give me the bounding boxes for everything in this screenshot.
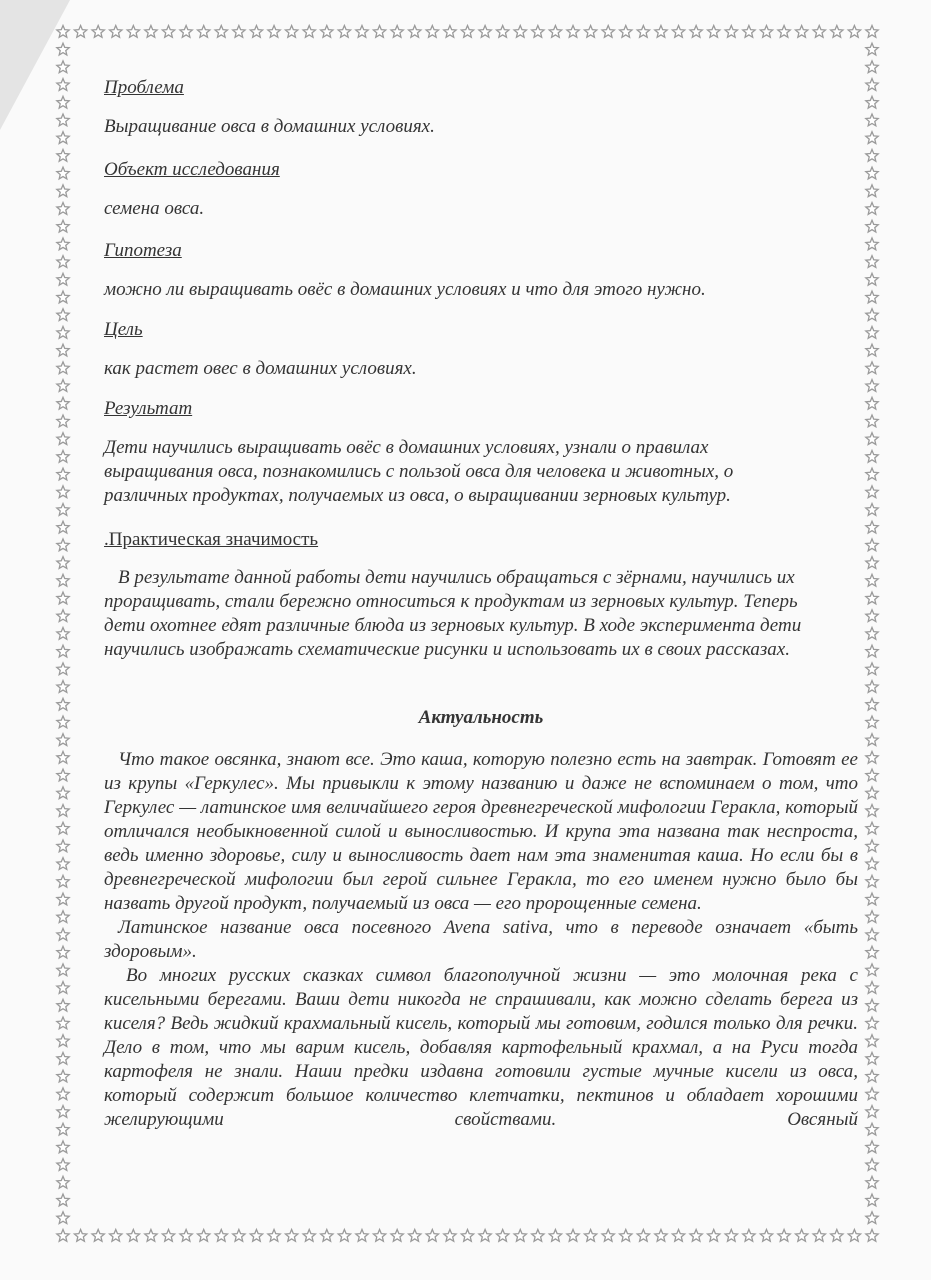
star-icon [409, 1230, 421, 1242]
star-icon [760, 26, 772, 38]
star-icon [321, 1230, 333, 1242]
star-icon [479, 1230, 491, 1242]
star-icon [866, 645, 878, 657]
star-icon [690, 26, 702, 38]
star-icon [57, 716, 69, 728]
star-icon [57, 1230, 69, 1242]
star-icon [57, 79, 69, 91]
star-icon [57, 1017, 69, 1029]
star-icon [215, 1230, 227, 1242]
star-icon [57, 1052, 69, 1064]
star-icon [110, 26, 122, 38]
star-icon [866, 628, 878, 640]
star-icon [866, 185, 878, 197]
result-heading: Результат [104, 398, 193, 419]
star-icon [57, 450, 69, 462]
star-icon [602, 26, 614, 38]
star-icon [57, 362, 69, 374]
star-icon [57, 273, 69, 285]
star-icon [866, 504, 878, 516]
star-icon [321, 26, 333, 38]
star-icon [514, 1230, 526, 1242]
star-icon [831, 1230, 843, 1242]
star-icon [866, 858, 878, 870]
star-icon [57, 397, 69, 409]
star-icon [866, 1017, 878, 1029]
star-icon [866, 1194, 878, 1206]
star-icon [57, 380, 69, 392]
star-icon [866, 26, 878, 38]
star-icon [866, 273, 878, 285]
star-icon [57, 1159, 69, 1171]
star-icon [866, 557, 878, 569]
star-icon [57, 344, 69, 356]
star-icon [690, 1230, 702, 1242]
star-icon [127, 26, 139, 38]
star-icon [672, 1230, 684, 1242]
star-icon [57, 291, 69, 303]
star-icon [778, 1230, 790, 1242]
star-icon [725, 26, 737, 38]
star-icon [866, 1106, 878, 1118]
star-icon [866, 380, 878, 392]
star-icon [145, 26, 157, 38]
star-icon [57, 1141, 69, 1153]
star-icon [57, 415, 69, 427]
star-icon [866, 486, 878, 498]
star-icon [725, 1230, 737, 1242]
star-icon [426, 26, 438, 38]
star-icon [57, 504, 69, 516]
relevance-paragraph-2: Латинское название овса посевного Avena sativa, что в переводе означает «быть здоровым». [104, 917, 858, 962]
star-icon [57, 751, 69, 763]
star-icon [57, 787, 69, 799]
hypothesis-heading: Гипотеза [104, 240, 182, 261]
star-icon [813, 26, 825, 38]
star-icon [444, 26, 456, 38]
star-icon [57, 167, 69, 179]
star-icon [866, 1159, 878, 1171]
star-icon [866, 769, 878, 781]
star-icon [866, 999, 878, 1011]
star-icon [162, 26, 174, 38]
star-icon [57, 185, 69, 197]
practical-text: В результате данной работы дети научились обращаться с зёрнами, научились их проращивать, стали бережно относиться к продуктам из зерновых культур. Теперь дети охотнее едят различные блюда из зерновых культур. В ходе эксперимента дети научились изображать схематические рисунки и использовать их в своих рассказах. [104, 567, 802, 660]
star-icon [866, 167, 878, 179]
star-icon [496, 1230, 508, 1242]
star-icon [866, 716, 878, 728]
star-icon [57, 220, 69, 232]
star-icon [866, 521, 878, 533]
star-icon [567, 1230, 579, 1242]
star-icon [57, 1212, 69, 1224]
star-icon [866, 203, 878, 215]
star-icon [57, 1035, 69, 1047]
star-icon [866, 840, 878, 852]
star-icon [57, 327, 69, 339]
star-icon [92, 1230, 104, 1242]
star-icon [57, 43, 69, 55]
star-icon [866, 309, 878, 321]
goal-section [104, 318, 858, 381]
star-icon [233, 26, 245, 38]
star-icon [620, 1230, 632, 1242]
star-icon [215, 26, 227, 38]
star-icon [268, 26, 280, 38]
star-icon [57, 1123, 69, 1135]
star-icon [866, 362, 878, 374]
star-icon [57, 521, 69, 533]
star-icon [57, 61, 69, 73]
problem-heading: Проблема [104, 77, 184, 98]
star-icon [303, 26, 315, 38]
star-icon [602, 1230, 614, 1242]
star-icon [866, 61, 878, 73]
star-icon [567, 26, 579, 38]
star-icon [57, 663, 69, 675]
star-icon [866, 433, 878, 445]
star-icon [866, 751, 878, 763]
practical-heading: .Практическая значимость [104, 529, 319, 550]
star-icon [57, 840, 69, 852]
star-icon [866, 946, 878, 958]
star-icon [57, 1106, 69, 1118]
star-icon [620, 26, 632, 38]
star-icon [866, 1176, 878, 1188]
star-icon [92, 26, 104, 38]
star-icon [866, 875, 878, 887]
star-icon [866, 610, 878, 622]
star-icon [268, 1230, 280, 1242]
star-icon [866, 327, 878, 339]
star-icon [57, 946, 69, 958]
star-icon [57, 698, 69, 710]
star-icon [795, 26, 807, 38]
star-icon [866, 1212, 878, 1224]
star-icon [57, 999, 69, 1011]
star-icon [57, 149, 69, 161]
star-icon [57, 96, 69, 108]
star-icon [285, 26, 297, 38]
star-icon [338, 26, 350, 38]
star-icon [866, 344, 878, 356]
relevance-title: Актуальность [418, 707, 544, 728]
object-heading: Объект исследования [104, 159, 280, 180]
star-icon [655, 26, 667, 38]
star-icon [866, 982, 878, 994]
star-icon [866, 415, 878, 427]
star-icon [866, 1035, 878, 1047]
star-icon [584, 1230, 596, 1242]
practical-section [104, 528, 858, 662]
star-icon [866, 79, 878, 91]
star-icon [180, 26, 192, 38]
hypothesis-text: можно ли выращивать овёс в домашних условиях и что для этого нужно. [104, 279, 706, 300]
goal-text: как растет овес в домашних условиях. [104, 358, 417, 379]
star-icon [57, 433, 69, 445]
star-icon [57, 875, 69, 887]
star-icon [338, 1230, 350, 1242]
star-icon [391, 26, 403, 38]
star-icon [57, 681, 69, 693]
star-icon [391, 1230, 403, 1242]
star-icon [778, 26, 790, 38]
star-icon [549, 1230, 561, 1242]
star-icon [198, 26, 210, 38]
star-icon [57, 805, 69, 817]
star-icon [866, 238, 878, 250]
star-icon [514, 26, 526, 38]
star-icon [444, 1230, 456, 1242]
star-icon [866, 1088, 878, 1100]
star-icon [110, 1230, 122, 1242]
star-icon [479, 26, 491, 38]
star-icon [57, 132, 69, 144]
star-icon [866, 822, 878, 834]
star-icon [866, 256, 878, 268]
star-icon [743, 26, 755, 38]
star-icon [145, 1230, 157, 1242]
star-icon [637, 26, 649, 38]
star-icon [866, 397, 878, 409]
star-icon [57, 628, 69, 640]
star-icon [831, 26, 843, 38]
star-icon [373, 1230, 385, 1242]
star-icon [866, 96, 878, 108]
star-icon [866, 911, 878, 923]
star-icon [74, 1230, 86, 1242]
problem-section [104, 76, 858, 139]
star-icon [57, 309, 69, 321]
star-icon [303, 1230, 315, 1242]
star-icon [57, 964, 69, 976]
star-icon [708, 1230, 720, 1242]
star-icon [57, 26, 69, 38]
star-icon [866, 893, 878, 905]
star-icon [655, 1230, 667, 1242]
star-icon [57, 734, 69, 746]
star-icon [866, 574, 878, 586]
star-icon [866, 1070, 878, 1082]
star-icon [57, 1088, 69, 1100]
star-icon [866, 698, 878, 710]
goal-heading: Цель [104, 319, 143, 340]
star-icon [866, 964, 878, 976]
star-icon [57, 1194, 69, 1206]
result-section [104, 397, 858, 508]
star-icon [198, 1230, 210, 1242]
star-icon [233, 1230, 245, 1242]
star-icon [409, 26, 421, 38]
object-section [104, 158, 858, 221]
star-icon [127, 1230, 139, 1242]
result-text: Дети научились выращивать овёс в домашних условиях, узнали о правилах выращивания овса, познакомились с пользой овса для человека и животных, о различных продуктах, получаемых из овса, о выращивании зерновых культур. [104, 437, 734, 506]
star-icon [426, 1230, 438, 1242]
star-icon [57, 486, 69, 498]
star-icon [532, 1230, 544, 1242]
star-icon [532, 26, 544, 38]
star-icon [180, 1230, 192, 1242]
object-text: семена овса. [104, 198, 205, 219]
star-icon [866, 220, 878, 232]
relevance-section [104, 706, 858, 1132]
star-icon [584, 26, 596, 38]
star-icon [496, 26, 508, 38]
star-icon [250, 1230, 262, 1242]
star-icon [461, 26, 473, 38]
relevance-paragraph-1: Что такое овсянка, знают все. Это каша, которую полезно есть на завтрак. Готовят ее из крупы «Геркулес». Мы привыкли к этому названию и даже не вспоминаем о том, что Геркулес — латинское имя величайшего героя древнегреческой мифологии Геракла, который отличался необыкновенной силой и выносливостью. И крупа эта названа так неспроста, ведь именно здоровье, силу и выносливость дает нам эта знаменитая каша. Но если бы в древнегреческой мифологии был герой сильнее Геракла, то его именем нужно было бы назвать другой продукт, получаемый из овса — его пророщенные семена. [104, 749, 858, 914]
star-icon [373, 26, 385, 38]
star-icon [866, 929, 878, 941]
star-icon [637, 1230, 649, 1242]
star-icon [57, 1070, 69, 1082]
star-icon [356, 1230, 368, 1242]
star-icon [57, 238, 69, 250]
star-icon [848, 1230, 860, 1242]
star-icon [813, 1230, 825, 1242]
star-icon [866, 450, 878, 462]
star-icon [795, 1230, 807, 1242]
star-icon [866, 1123, 878, 1135]
star-icon [743, 1230, 755, 1242]
star-icon [57, 574, 69, 586]
star-icon [866, 132, 878, 144]
star-icon [866, 805, 878, 817]
relevance-paragraph-3: Во многих русских сказках символ благополучной жизни — это молочная река с кисельными берегами. Ваши дети никогда не спрашивали, как можно сделать берега из киселя? Ведь жидкий крахмальный кисель, который мы готовим, годился только для речки. Дело в том, что мы варим кисель, добавляя картофельный крахмал, а на Руси тогда картофеля не знали. Наши предки издавна готовили густые мучные кисели из овса, который содержит большое количество клетчатки, пектинов и обладает хорошими желирующими свойствами. Овсяный [104, 965, 858, 1130]
star-icon [57, 893, 69, 905]
star-icon [74, 26, 86, 38]
star-icon [866, 43, 878, 55]
star-icon [866, 539, 878, 551]
star-icon [866, 149, 878, 161]
star-icon [57, 858, 69, 870]
star-icon [57, 911, 69, 923]
star-icon [285, 1230, 297, 1242]
star-icon [672, 26, 684, 38]
star-icon [708, 26, 720, 38]
star-icon [866, 592, 878, 604]
star-icon [866, 1230, 878, 1242]
star-icon [356, 26, 368, 38]
star-icon [57, 822, 69, 834]
hypothesis-section [104, 239, 858, 302]
star-icon [57, 982, 69, 994]
star-icon [760, 1230, 772, 1242]
star-icon [866, 681, 878, 693]
star-icon [866, 114, 878, 126]
star-icon [57, 769, 69, 781]
star-icon [57, 468, 69, 480]
star-icon [866, 468, 878, 480]
star-icon [57, 610, 69, 622]
star-icon [549, 26, 561, 38]
star-icon [57, 256, 69, 268]
star-icon [57, 539, 69, 551]
star-icon [250, 26, 262, 38]
star-icon [866, 734, 878, 746]
star-icon [866, 787, 878, 799]
star-icon [866, 1141, 878, 1153]
star-icon [461, 1230, 473, 1242]
star-icon [57, 203, 69, 215]
star-icon [848, 26, 860, 38]
star-icon [57, 114, 69, 126]
star-icon [866, 1052, 878, 1064]
star-icon [57, 645, 69, 657]
star-icon [866, 663, 878, 675]
star-icon [162, 1230, 174, 1242]
star-icon [57, 929, 69, 941]
star-icon [57, 592, 69, 604]
star-icon [57, 557, 69, 569]
star-icon [57, 1176, 69, 1188]
star-icon [866, 291, 878, 303]
problem-text: Выращивание овса в домашних условиях. [104, 116, 435, 137]
